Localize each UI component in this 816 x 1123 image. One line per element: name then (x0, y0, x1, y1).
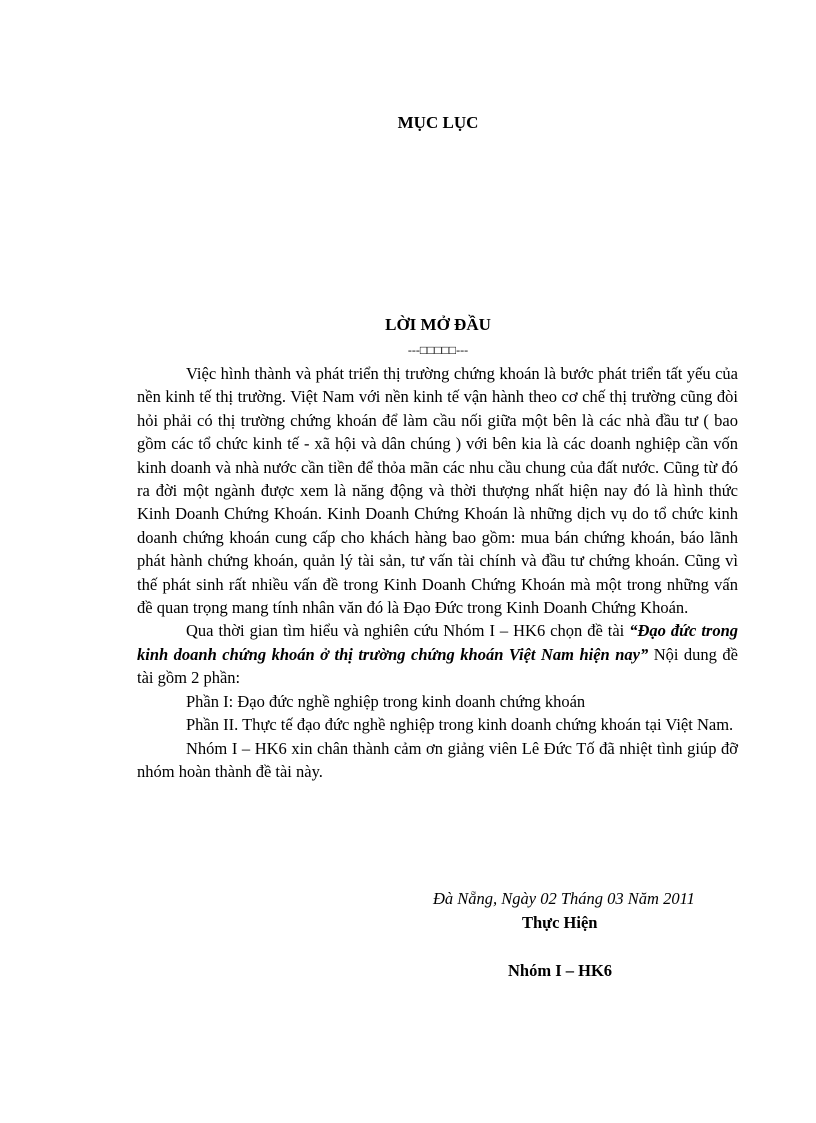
thanks-paragraph: Nhóm I – HK6 xin chân thành cảm ơn giảng viên Lê Đức Tố đã nhiệt tình giúp đỡ nhóm hoàn thành đề tài này. (137, 738, 738, 781)
topic-title: “Đạo đức trong kinh doanh chứng khoán ở thị trường chứng khoán Việt Nam hiện nay” (137, 621, 738, 664)
part-one-paragraph: Phần I: Đạo đức nghề nghiệp trong kinh doanh chứng khoán (186, 691, 586, 711)
topic-lead-text: Qua thời gian tìm hiểu và nghiên cứu Nhóm I – HK6 chọn đề tài (186, 621, 630, 641)
preface-heading: LỜI MỞ ĐẦU (385, 315, 491, 334)
topic-tail-text: Nội dung đề tài gồm 2 phần: (137, 644, 738, 688)
signature-role: Thực Hiện (522, 913, 598, 932)
signature-date: Đà Nẵng, Ngày 02 Tháng 03 Năm 2011 (433, 889, 695, 908)
topic-paragraph (137, 619, 738, 689)
toc-heading: MỤC LỤC (397, 113, 479, 132)
signature-group: Nhóm I – HK6 (508, 961, 613, 980)
part-two-paragraph: Phần II. Thực tế đạo đức nghề nghiệp trong kinh doanh chứng khoán tại Việt Nam. (186, 715, 734, 735)
heading-ornament: ---□□□□□--- (407, 343, 469, 357)
preface-body (137, 362, 738, 783)
intro-paragraph: Việc hình thành và phát triển thị trường chứng khoán là bước phát triển tất yếu của nền kinh tế thị trường. Việt Nam với nền kinh tế vận hành theo cơ chế thị trường cũng đòi hỏi phải có thị trường chứng khoán để làm cầu nối giữa một bên là các nhà đầu tư ( bao gồm các tổ chức kinh tế - xã hội và dân chúng ) với bên kia là các doanh nghiệp cần vốn kinh doanh và nhà nước cần tiền để thỏa mãn các nhu cầu chung của đất nước. Cũng từ đó ra đời một ngành được xem là năng động và thời thượng nhất hiện nay đó là hình thức Kinh Doanh Chứng Khoán. Kinh Doanh Chứng Khoán là những dịch vụ do tổ chức kinh doanh chứng khoán cung cấp cho khách hàng bao gồm: mua bán chứng khoán, báo lãnh phát hành chứng khoán, quản lý tài sản, tư vấn tài chính và đầu tư chứng khoán. Cũng vì thế phát sinh rất nhiều vấn đề trong Kinh Doanh Chứng Khoán mà một trong những vấn đề quan trọng mang tính nhân văn đó là Đạo Đức trong Kinh Doanh Chứng Khoán. (137, 364, 738, 618)
